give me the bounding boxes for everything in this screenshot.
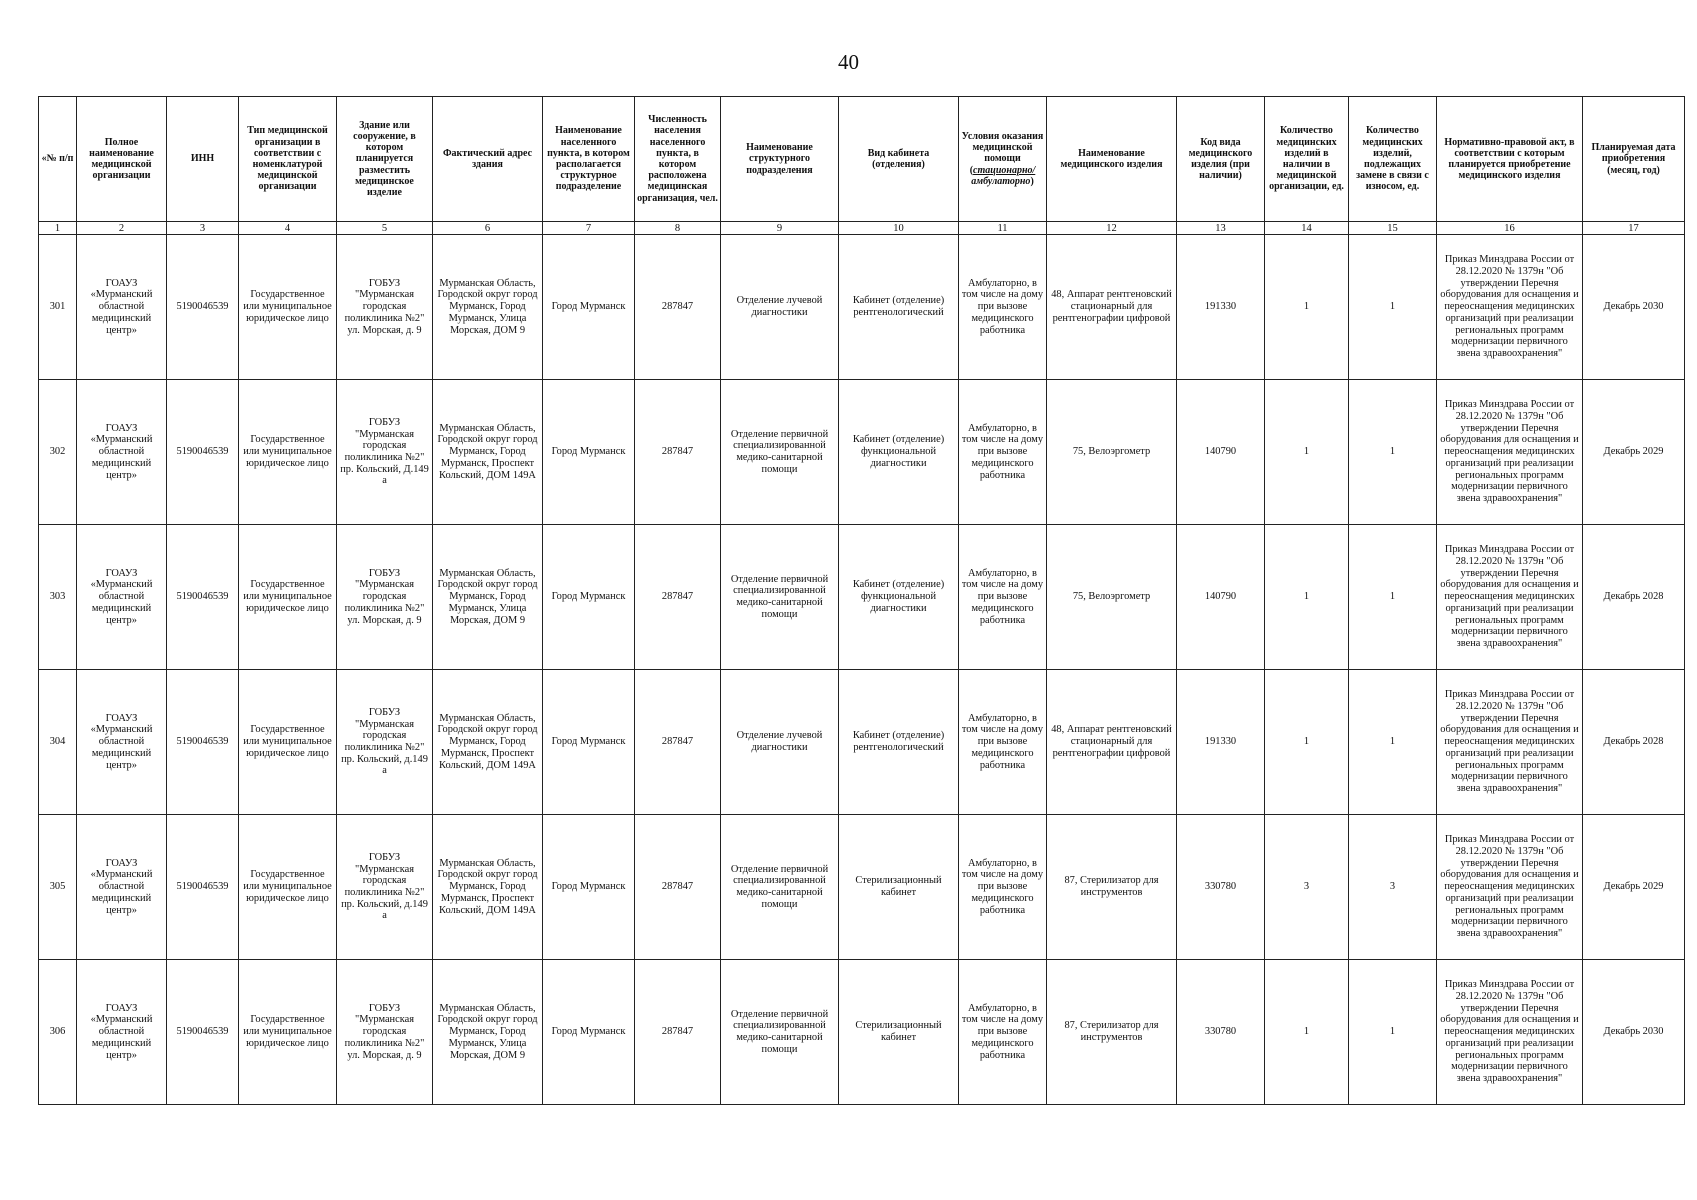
cell-settlement: Город Мурманск xyxy=(543,235,635,380)
cell-building: ГОБУЗ "Мурманская городская поликлиника №2" ул. Морская, д. 9 xyxy=(337,235,433,380)
cell-org-name: ГОАУЗ «Мурманский областной медицинский центр» xyxy=(77,670,167,815)
cell-code: 330780 xyxy=(1177,960,1265,1105)
table-row xyxy=(39,815,1685,960)
cell-qty-replace: 1 xyxy=(1349,235,1437,380)
cell-settlement: Город Мурманск xyxy=(543,815,635,960)
cell-conditions: Амбулаторно, в том числе на дому при вызове медицинского работника xyxy=(959,235,1047,380)
column-numbers-row xyxy=(39,222,1685,235)
cell-settlement: Город Мурманск xyxy=(543,380,635,525)
cell-qty-replace: 3 xyxy=(1349,815,1437,960)
cell-settlement: Город Мурманск xyxy=(543,670,635,815)
cell-device: 87, Стерилизатор для инструментов xyxy=(1047,815,1177,960)
cell-org-type: Государственное или муниципальное юридическое лицо xyxy=(239,815,337,960)
cell-legal-act: Приказ Минздрава России от 28.12.2020 № 1379н "Об утверждении Перечня оборудования для оснащения и переоснащения медицинских организаций при реализации региональных программ модернизации первичного звена здравоохранения" xyxy=(1437,235,1583,380)
cell-code: 191330 xyxy=(1177,670,1265,815)
column-number: 7 xyxy=(543,222,635,235)
column-number: 8 xyxy=(635,222,721,235)
cell-building: ГОБУЗ "Мурманская городская поликлиника №2" пр. Кольский, д.149 а xyxy=(337,815,433,960)
header-building: Здание или сооружение, в котором планируется разместить медицинское изделие xyxy=(337,97,433,222)
cell-building: ГОБУЗ "Мурманская городская поликлиника №2" пр. Кольский, Д.149 а xyxy=(337,380,433,525)
cell-device: 87, Стерилизатор для инструментов xyxy=(1047,960,1177,1105)
header-num: «№ п/п xyxy=(39,97,77,222)
header-population: Численность населения населенного пункта, в котором расположена медицинская организация, чел. xyxy=(635,97,721,222)
header-department: Наименование структурного подразделения xyxy=(721,97,839,222)
cell-address: Мурманская Область, Городской округ город Мурманск, Город Мурманск, Проспект Кольский, ДОМ 149А xyxy=(433,380,543,525)
cell-cabinet: Стерилизационный кабинет xyxy=(839,815,959,960)
cell-org-name: ГОАУЗ «Мурманский областной медицинский центр» xyxy=(77,380,167,525)
cell-inn: 5190046539 xyxy=(167,815,239,960)
cell-inn: 5190046539 xyxy=(167,960,239,1105)
cell-population: 287847 xyxy=(635,815,721,960)
cell-conditions: Амбулаторно, в том числе на дому при вызове медицинского работника xyxy=(959,525,1047,670)
cell-address: Мурманская Область, Городской округ город Мурманск, Город Мурманск, Улица Морская, ДОМ 9 xyxy=(433,525,543,670)
cell-date: Декабрь 2029 xyxy=(1583,815,1685,960)
cell-qty-replace: 1 xyxy=(1349,525,1437,670)
cell-device: 75, Велоэргометр xyxy=(1047,525,1177,670)
header-device: Наименование медицинского изделия xyxy=(1047,97,1177,222)
header-inn: ИНН xyxy=(167,97,239,222)
header-address: Фактический адрес здания xyxy=(433,97,543,222)
cell-device: 75, Велоэргометр xyxy=(1047,380,1177,525)
header-cabinet: Вид кабинета (отделения) xyxy=(839,97,959,222)
cell-org-type: Государственное или муниципальное юридическое лицо xyxy=(239,525,337,670)
cell-num: 302 xyxy=(39,380,77,525)
header-date: Планируемая дата приобретения (месяц, год) xyxy=(1583,97,1685,222)
column-number: 14 xyxy=(1265,222,1349,235)
cell-inn: 5190046539 xyxy=(167,235,239,380)
cell-department: Отделение первичной специализированной медико-санитарной помощи xyxy=(721,380,839,525)
cell-legal-act: Приказ Минздрава России от 28.12.2020 № 1379н "Об утверждении Перечня оборудования для оснащения и переоснащения медицинских организаций при реализации региональных программ модернизации первичного звена здравоохранения" xyxy=(1437,380,1583,525)
cell-num: 303 xyxy=(39,525,77,670)
header-settlement: Наименование населенного пункта, в котором располагается структурное подразделение xyxy=(543,97,635,222)
cell-legal-act: Приказ Минздрава России от 28.12.2020 № 1379н "Об утверждении Перечня оборудования для оснащения и переоснащения медицинских организаций при реализации региональных программ модернизации первичного звена здравоохранения" xyxy=(1437,960,1583,1105)
table-row xyxy=(39,235,1685,380)
cell-num: 305 xyxy=(39,815,77,960)
cell-device: 48, Аппарат рентгеновский стационарный для рентгенографии цифровой xyxy=(1047,670,1177,815)
cell-population: 287847 xyxy=(635,380,721,525)
cell-org-name: ГОАУЗ «Мурманский областной медицинский центр» xyxy=(77,235,167,380)
header-org-name: Полное наименование медицинской организации xyxy=(77,97,167,222)
header-legal-act: Нормативно-правовой акт, в соответствии с которым планируется приобретение медицинского изделия xyxy=(1437,97,1583,222)
header-code: Код вида медицинского изделия (при наличии) xyxy=(1177,97,1265,222)
cell-legal-act: Приказ Минздрава России от 28.12.2020 № 1379н "Об утверждении Перечня оборудования для оснащения и переоснащения медицинских организаций при реализации региональных программ модернизации первичного звена здравоохранения" xyxy=(1437,815,1583,960)
cell-num: 304 xyxy=(39,670,77,815)
header-conditions: Условия оказания медицинской помощи (стационарно/ амбулаторно) xyxy=(959,97,1047,222)
cell-conditions: Амбулаторно, в том числе на дому при вызове медицинского работника xyxy=(959,815,1047,960)
column-number: 15 xyxy=(1349,222,1437,235)
cell-department: Отделение первичной специализированной медико-санитарной помощи xyxy=(721,525,839,670)
cell-code: 191330 xyxy=(1177,235,1265,380)
cell-population: 287847 xyxy=(635,525,721,670)
cell-legal-act: Приказ Минздрава России от 28.12.2020 № 1379н "Об утверждении Перечня оборудования для оснащения и переоснащения медицинских организаций при реализации региональных программ модернизации первичного звена здравоохранения" xyxy=(1437,670,1583,815)
cell-department: Отделение лучевой диагностики xyxy=(721,235,839,380)
cell-population: 287847 xyxy=(635,960,721,1105)
cell-org-type: Государственное или муниципальное юридическое лицо xyxy=(239,670,337,815)
cell-qty-have: 3 xyxy=(1265,815,1349,960)
column-number: 3 xyxy=(167,222,239,235)
cell-cabinet: Кабинет (отделение) функциональной диагностики xyxy=(839,380,959,525)
cell-qty-replace: 1 xyxy=(1349,380,1437,525)
cell-date: Декабрь 2030 xyxy=(1583,235,1685,380)
cell-inn: 5190046539 xyxy=(167,670,239,815)
cell-qty-have: 1 xyxy=(1265,380,1349,525)
cell-num: 306 xyxy=(39,960,77,1105)
cell-qty-have: 1 xyxy=(1265,235,1349,380)
column-number: 5 xyxy=(337,222,433,235)
cell-date: Декабрь 2028 xyxy=(1583,525,1685,670)
cell-department: Отделение первичной специализированной медико-санитарной помощи xyxy=(721,960,839,1105)
cell-qty-have: 1 xyxy=(1265,525,1349,670)
cell-conditions: Амбулаторно, в том числе на дому при вызове медицинского работника xyxy=(959,960,1047,1105)
cell-cabinet: Кабинет (отделение) функциональной диагностики xyxy=(839,525,959,670)
cell-code: 330780 xyxy=(1177,815,1265,960)
equipment-table xyxy=(38,96,1685,1105)
cell-date: Декабрь 2030 xyxy=(1583,960,1685,1105)
cell-inn: 5190046539 xyxy=(167,380,239,525)
cell-population: 287847 xyxy=(635,235,721,380)
column-number: 1 xyxy=(39,222,77,235)
cell-settlement: Город Мурманск xyxy=(543,960,635,1105)
cell-conditions: Амбулаторно, в том числе на дому при вызове медицинского работника xyxy=(959,380,1047,525)
cell-qty-replace: 1 xyxy=(1349,960,1437,1105)
column-number: 17 xyxy=(1583,222,1685,235)
header-qty-replace: Количество медицинских изделий, подлежащих замене в связи с износом, ед. xyxy=(1349,97,1437,222)
cell-settlement: Город Мурманск xyxy=(543,525,635,670)
table-row xyxy=(39,670,1685,815)
cell-population: 287847 xyxy=(635,670,721,815)
cell-qty-have: 1 xyxy=(1265,670,1349,815)
cell-org-type: Государственное или муниципальное юридическое лицо xyxy=(239,235,337,380)
table-row xyxy=(39,525,1685,670)
cell-building: ГОБУЗ "Мурманская городская поликлиника №2" ул. Морская, д. 9 xyxy=(337,525,433,670)
cell-legal-act: Приказ Минздрава России от 28.12.2020 № 1379н "Об утверждении Перечня оборудования для оснащения и переоснащения медицинских организаций при реализации региональных программ модернизации первичного звена здравоохранения" xyxy=(1437,525,1583,670)
cell-address: Мурманская Область, Городской округ город Мурманск, Город Мурманск, Проспект Кольский, ДОМ 149А xyxy=(433,670,543,815)
cell-org-name: ГОАУЗ «Мурманский областной медицинский центр» xyxy=(77,815,167,960)
table-header-row xyxy=(39,97,1685,222)
cell-org-name: ГОАУЗ «Мурманский областной медицинский центр» xyxy=(77,525,167,670)
cell-inn: 5190046539 xyxy=(167,525,239,670)
cell-address: Мурманская Область, Городской округ город Мурманск, Город Мурманск, Улица Морская, ДОМ 9 xyxy=(433,960,543,1105)
cell-code: 140790 xyxy=(1177,525,1265,670)
cell-cabinet: Кабинет (отделение) рентгенологический xyxy=(839,670,959,815)
cell-department: Отделение лучевой диагностики xyxy=(721,670,839,815)
cell-qty-replace: 1 xyxy=(1349,670,1437,815)
column-number: 16 xyxy=(1437,222,1583,235)
cell-cabinet: Стерилизационный кабинет xyxy=(839,960,959,1105)
cell-cabinet: Кабинет (отделение) рентгенологический xyxy=(839,235,959,380)
table-row xyxy=(39,380,1685,525)
cell-qty-have: 1 xyxy=(1265,960,1349,1105)
cell-address: Мурманская Область, Городской округ город Мурманск, Город Мурманск, Улица Морская, ДОМ 9 xyxy=(433,235,543,380)
cell-date: Декабрь 2028 xyxy=(1583,670,1685,815)
column-number: 9 xyxy=(721,222,839,235)
cell-num: 301 xyxy=(39,235,77,380)
header-org-type: Тип медицинской организации в соответствии с номенклатурой медицинской организации xyxy=(239,97,337,222)
table-row xyxy=(39,960,1685,1105)
cell-department: Отделение первичной специализированной медико-санитарной помощи xyxy=(721,815,839,960)
cell-org-name: ГОАУЗ «Мурманский областной медицинский центр» xyxy=(77,960,167,1105)
column-number: 13 xyxy=(1177,222,1265,235)
column-number: 11 xyxy=(959,222,1047,235)
cell-building: ГОБУЗ "Мурманская городская поликлиника №2" пр. Кольский, д.149 а xyxy=(337,670,433,815)
cell-conditions: Амбулаторно, в том числе на дому при вызове медицинского работника xyxy=(959,670,1047,815)
cell-code: 140790 xyxy=(1177,380,1265,525)
cell-device: 48, Аппарат рентгеновский стационарный для рентгенографии цифровой xyxy=(1047,235,1177,380)
column-number: 6 xyxy=(433,222,543,235)
cell-date: Декабрь 2029 xyxy=(1583,380,1685,525)
header-qty-have: Количество медицинских изделий в наличии в медицинской организации, ед. xyxy=(1265,97,1349,222)
column-number: 4 xyxy=(239,222,337,235)
column-number: 12 xyxy=(1047,222,1177,235)
cell-org-type: Государственное или муниципальное юридическое лицо xyxy=(239,380,337,525)
page-number: 40 xyxy=(838,50,859,74)
column-number: 2 xyxy=(77,222,167,235)
cell-building: ГОБУЗ "Мурманская городская поликлиника №2" ул. Морская, д. 9 xyxy=(337,960,433,1105)
column-number: 10 xyxy=(839,222,959,235)
cell-org-type: Государственное или муниципальное юридическое лицо xyxy=(239,960,337,1105)
cell-address: Мурманская Область, Городской округ город Мурманск, Город Мурманск, Проспект Кольский, ДОМ 149А xyxy=(433,815,543,960)
